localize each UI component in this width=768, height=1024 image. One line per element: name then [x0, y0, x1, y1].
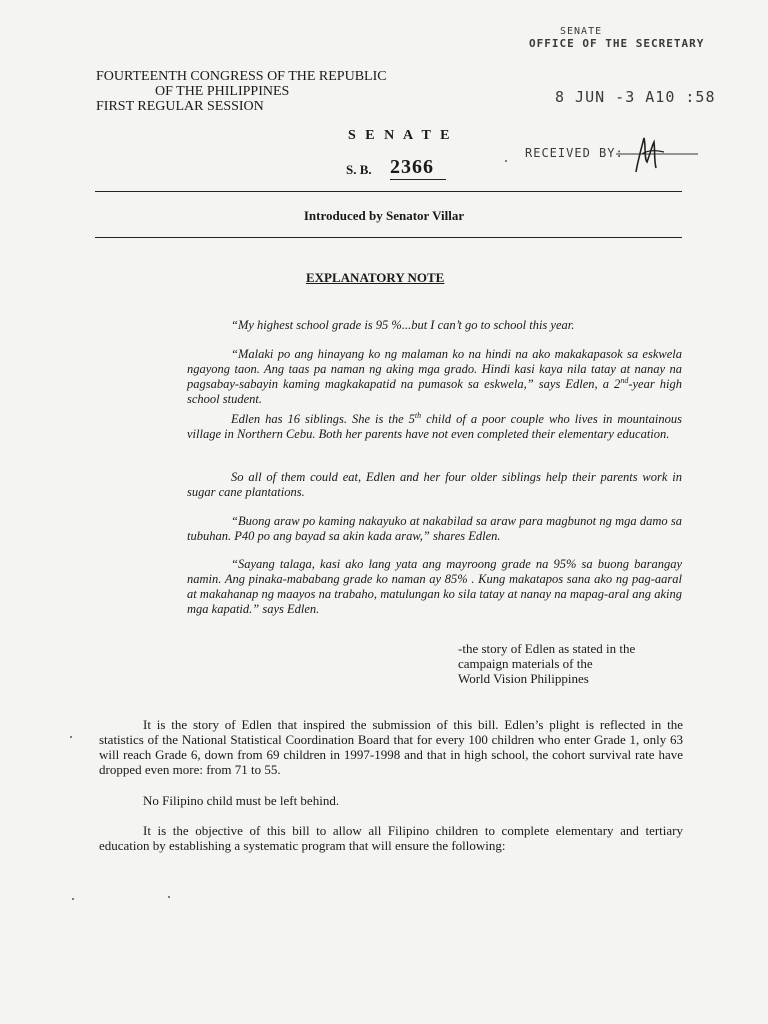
story-quote-1: [187, 318, 682, 333]
story-quote-2: [187, 347, 682, 407]
republic-line: OF THE PHILIPPINES: [155, 84, 290, 99]
story-paragraph: “Sayang talaga, kasi ako lang yata ang mayroong grade na 95% sa buong barangay namin. Ang pinaka-mababang grade ko naman ay 85% . Kung makatapos sana ako ng pag-aaral at makahanap ng maayos na trabaho, matulungan ko sila tatay at nanay na mapag-aral ang aking mga kapatid.” says Edlen.: [187, 557, 682, 616]
scan-speck: [168, 896, 170, 898]
bill-prefix: S. B.: [346, 162, 372, 177]
stamp-senate: SENATE: [560, 26, 603, 37]
story-paragraph-3: [187, 412, 682, 442]
story-paragraph: Edlen has 16 siblings. She is the 5: [231, 412, 415, 426]
stamp-received-label: RECEIVED BY:: [525, 146, 624, 160]
signature-icon: [614, 132, 700, 180]
attribution-line: World Vision Philippines: [458, 671, 589, 686]
scan-speck: [505, 160, 507, 162]
attribution: [458, 641, 635, 686]
story-quote-5: [187, 514, 682, 544]
body-paragraph-2: [99, 793, 683, 808]
ordinal-suffix: th: [414, 410, 422, 420]
body-paragraph: No Filipino child must be left behind.: [143, 793, 340, 808]
scan-speck: [70, 736, 72, 738]
stamp-office: OFFICE OF THE SECRETARY: [529, 37, 705, 50]
body-paragraph: It is the story of Edlen that inspired the submission of this bill. Edlen’s plight is reflected in the statistics of the National Statistical Coordination Board that for every 100 children who enter Grade 1, only 63 will reach Grade 6, down from 69 children in 1997-1998 and that in high school, the cohort survival rate have dropped even more: from 71 to 55.: [99, 717, 683, 777]
story-paragraph: “Buong araw po kaming nakayuko at nakabilad sa araw para magbunot ng mga damo sa tubuhan. P40 po ang bayad sa akin kada araw,” shares Edlen.: [187, 514, 682, 543]
session-line: FIRST REGULAR SESSION: [96, 99, 264, 114]
story-quote-6: [187, 557, 682, 617]
body-paragraph-1: [99, 717, 683, 777]
ordinal-suffix: nd: [620, 375, 629, 385]
congress-line: FOURTEENTH CONGRESS OF THE REPUBLIC: [96, 69, 387, 84]
story-paragraph-tail: -year high school student.: [187, 377, 682, 406]
divider-bottom: [95, 237, 682, 238]
introduced-by: Introduced by Senator Villar: [303, 208, 465, 223]
body-paragraph: It is the objective of this bill to allow all Filipino children to complete elementary and tertiary education by establishing a systematic program that will ensure the following:: [99, 823, 683, 853]
story-paragraph-4: [187, 470, 682, 500]
stamp-date: 8 JUN -3 A10 :58: [555, 88, 716, 106]
senate-title: S E N A T E: [348, 128, 453, 143]
body-paragraph-3: [99, 823, 683, 853]
story-paragraph-tail: child of a poor couple who lives in mountainous village in Northern Cebu. Both her parents have not even completed their elementary education.: [187, 412, 682, 441]
bill-number: 2366: [390, 156, 446, 180]
note-title: EXPLANATORY NOTE: [306, 270, 445, 285]
story-paragraph: “My highest school grade is 95 %...but I can’t go to school this year.: [231, 318, 575, 332]
story-paragraph: So all of them could eat, Edlen and her four older siblings help their parents work in sugar cane plantations.: [187, 470, 682, 499]
story-paragraph: “Malaki po ang hinayang ko ng malaman ko na hindi na ako makakapasok sa eskwela ngayong taon. Ang taas pa naman ng aking mga grado. Hindi kasi kaya nila tatay at nanay na pagsabay-sabayin kaming magkakapatid na pumasok sa eskwela,” says Edlen, a 2: [187, 347, 682, 391]
divider-top: [95, 191, 682, 192]
scan-speck: [72, 898, 74, 900]
attribution-line: campaign materials of the: [458, 656, 593, 671]
attribution-line: -the story of Edlen as stated in the: [458, 641, 636, 656]
